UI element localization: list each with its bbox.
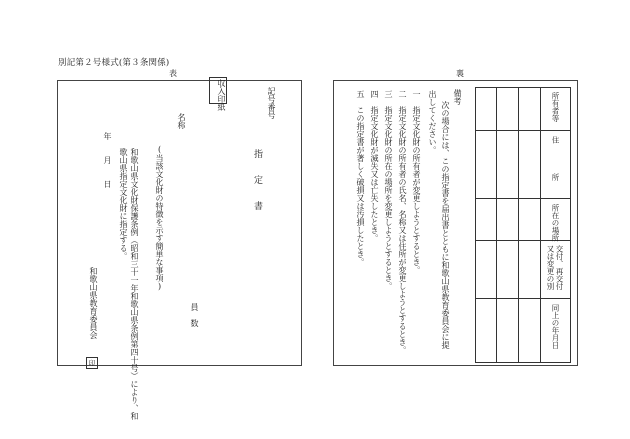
remarks-line-2: 出してください。 <box>428 90 437 154</box>
table-header-owner: 所有者等 <box>551 92 560 122</box>
name-label: 名称 <box>177 113 186 129</box>
body-text-line-2: 歌山県指定文化財に指定する。 <box>119 148 128 260</box>
table-row-divider <box>476 298 570 299</box>
back-panel <box>333 80 578 366</box>
issuer-name: 和歌山県教育委員会 <box>89 267 98 339</box>
table-header-issue-type: 交付、再交付又は変更の別 <box>546 245 564 290</box>
front-label: 表 <box>169 69 177 78</box>
count-label: 員 数 <box>190 303 199 327</box>
back-label: 裏 <box>456 69 464 78</box>
remarks-item-4: 四 指定文化財が滅失又は亡失したとき。 <box>370 90 379 242</box>
front-panel <box>57 79 302 420</box>
form-heading: 別記第２号様式(第３条関係) <box>58 58 170 68</box>
document-title: 指 定 書 <box>252 149 262 214</box>
remarks-line-1: 次の場合には、この指定書を届出書とともに和歌山県教育委員会に提 <box>441 101 450 349</box>
table-row-divider <box>476 198 570 199</box>
table-header-address: 住 所 <box>551 136 560 181</box>
table-header-location: 所在の場所 <box>551 204 560 242</box>
table-header-date: 同上の年月日 <box>551 304 560 349</box>
revenue-stamp-box: 収入印紙 <box>209 77 227 104</box>
remarks-item-1: 一 指定文化財の所有者が変更しようとするとき。 <box>412 90 421 274</box>
remarks-item-3: 三 指定文化財の所在の場所を変更しようとするとき。 <box>384 90 393 290</box>
issuer-seal-icon: 印 <box>86 357 98 369</box>
remarks-title: 備考 <box>453 89 462 105</box>
issue-date: 年 月 日 <box>103 132 112 188</box>
registration-table <box>475 87 571 363</box>
record-number-label: 記号番号 <box>267 87 276 119</box>
remarks-item-5: 五 この指定書が著しく破損又は汚損したとき。 <box>356 90 365 266</box>
feature-note: (当該文化財の特徴を示す簡単な事項) <box>155 145 164 291</box>
remarks-item-2: 二 指定文化財の所有者の氏名、名称又は住所が変更しようとするとき。 <box>398 90 407 354</box>
body-text-line-1: 和歌山県文化財保護条例（昭和三十一年和歌山県条例第四十号）により、和 <box>130 148 139 420</box>
table-row-divider <box>476 130 570 131</box>
